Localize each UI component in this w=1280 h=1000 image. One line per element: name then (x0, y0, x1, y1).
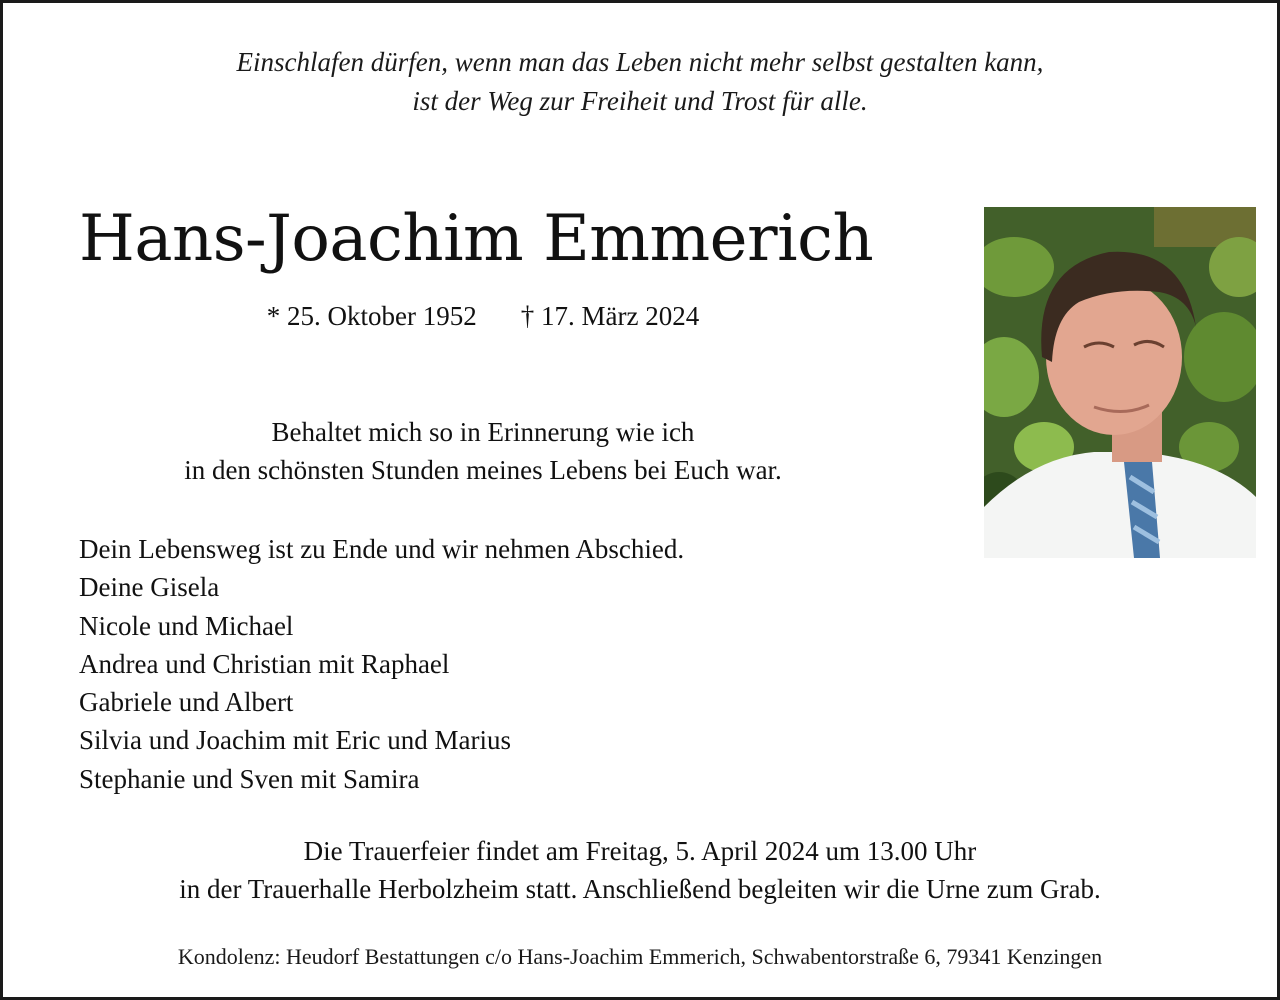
mourner-name: Stephanie und Sven mit Samira (79, 763, 420, 794)
verse-line: Behaltet mich so in Erinnerung wie ich (271, 417, 695, 447)
verse-line: in den schönsten Stunden meines Lebens bei Euch war. (184, 455, 782, 485)
mourner-name: Andrea und Christian mit Raphael (79, 648, 450, 679)
mourner-name: Nicole und Michael (79, 610, 294, 641)
farewell-line: Dein Lebensweg ist zu Ende und wir nehmen Abschied. (79, 534, 685, 564)
motto-line: ist der Weg zur Freiheit und Trost für alle. (412, 86, 868, 116)
ceremony-line: in der Trauerhalle Herbolzheim statt. Anschließend begleiten wir die Urne zum Grab. (179, 874, 1101, 904)
mourner-name: Silvia und Joachim mit Eric und Marius (79, 725, 511, 756)
farewell-list (79, 530, 684, 798)
motto (43, 43, 1237, 121)
motto-line: Einschlafen dürfen, wenn man das Leben nicht mehr selbst gestalten kann, (236, 47, 1044, 77)
condolence-address: Kondolenz: Heudorf Bestattungen c/o Hans-Joachim Emmerich, Schwabentorstraße 6, 79341 Kenzingen (177, 944, 1103, 969)
birth-date: * 25. Oktober 1952 (266, 301, 477, 331)
portrait-photo (984, 207, 1256, 558)
mourner-name: Gabriele und Albert (79, 687, 294, 718)
portrait-illustration (984, 207, 1256, 558)
memorial-verse (63, 413, 903, 489)
life-dates (203, 296, 763, 336)
death-date: † 17. März 2024 (520, 301, 700, 331)
deceased-name: Hans-Joachim Emmerich (79, 202, 874, 276)
mourner-name: Deine Gisela (79, 572, 220, 603)
ceremony-info (23, 832, 1257, 908)
ceremony-line: Die Trauerfeier findet am Freitag, 5. April 2024 um 13.00 Uhr (303, 836, 977, 866)
